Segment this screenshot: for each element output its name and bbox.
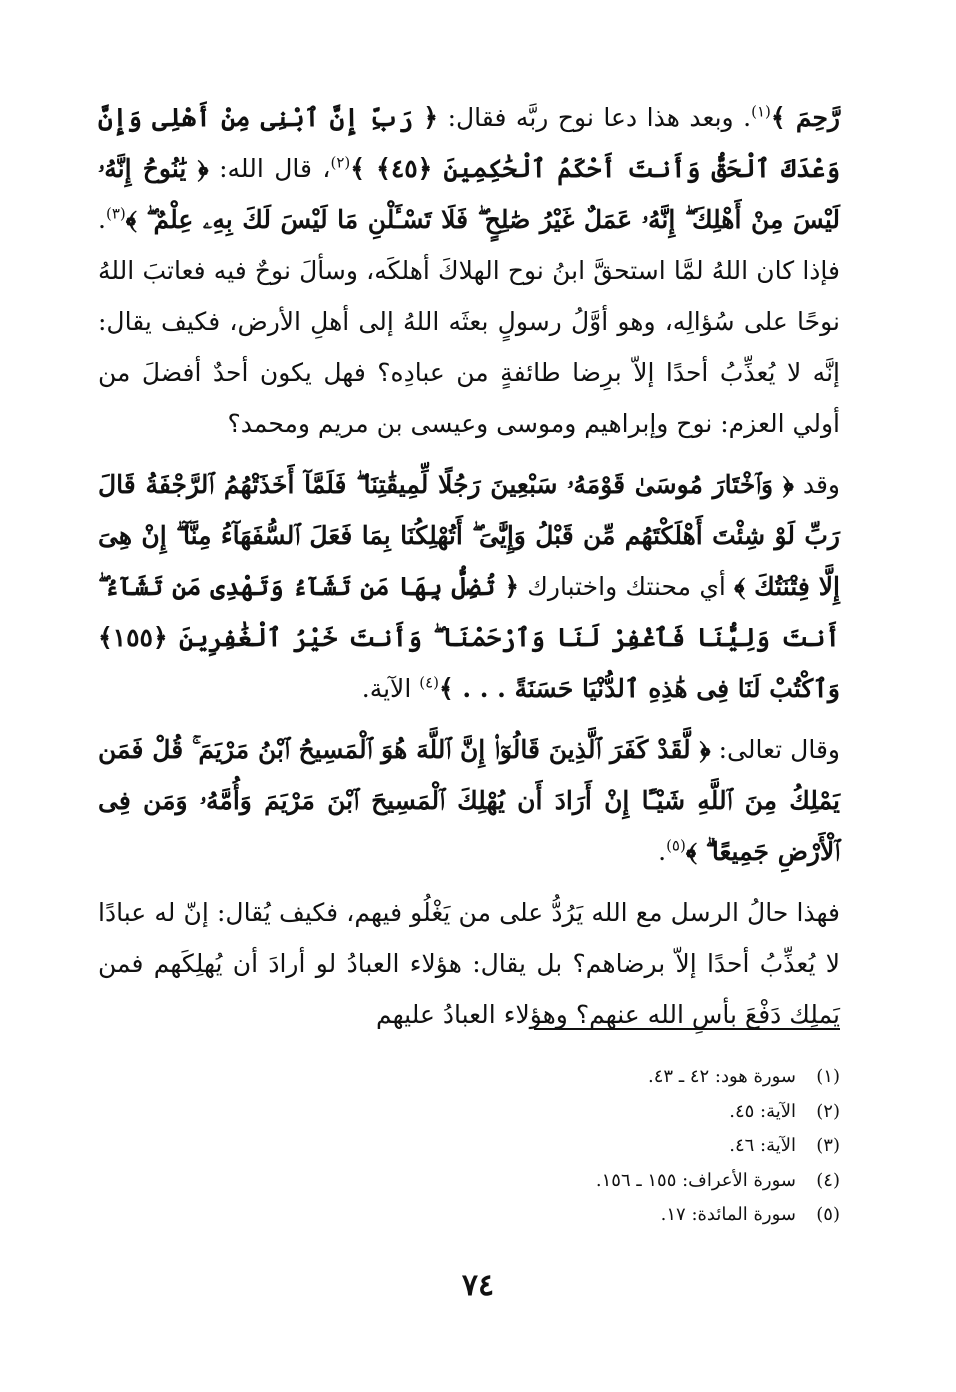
- paragraph: [98, 459, 840, 714]
- body-text: فهذا حالُ الرسل مع الله يَرُدُّ على من يَغْلُو فيهم، فكيف يُقال: إنّ له عبادًا لا يُعذِّبُ أحدًا إلاّ برضاهم؟ بل يقال: هؤلاء العبادُ لو أرادَ أن يُهلِكَهم فمن يَملِك دَفْعَ بأسِ الله عنهم؟ وهؤلاء العبادُ عليهم: [98, 898, 840, 1029]
- page-body: [98, 92, 840, 1040]
- footnote-ref: (٤): [419, 673, 439, 692]
- quran-verse: ﴿ تُضِلُّ بِهَا مَن تَشَآءُ وَتَهْدِى مَن تَشَآءُ ۖ أَنتَ وَلِيُّنَا فَٱغْفِرْ لَنَا وَٱرْحَمْنَا ۖ وَأَنتَ خَيْرُ ٱلْغَٰفِرِينَ ﴿١٥٥﴾ وَٱكْتُبْ لَنَا فِى هَٰذِهِ ٱلدُّنْيَا حَسَنَةً . . . ﴾: [98, 572, 840, 703]
- footnote-ref: (١): [751, 102, 771, 121]
- footnote-number: (٣): [816, 1135, 840, 1156]
- footnote-number: (٤): [816, 1169, 840, 1191]
- body-text: . فإذا كان اللهُ لمَّا استحقَّ ابنُ نوح الهلاكَ أهلكَه، وسألَ نوحٌ فيه فعاتبَ اللهُ نوحًا على سُؤالِه، وهو أوَّلُ رسولٍ بعثَه اللهُ إلى أهلِ الأرض، فكيف يقال: إنَّه لا يُعذِّبُ أحدًا إلاّ برِضا طائفةٍ من عبادِه؟ فهل يكون أحدٌ أفضلَ من أولي العزم: نوح وإبراهيم وموسى وعيسى بن مريم ومحمد؟: [98, 205, 840, 438]
- footnote-ref: (٢): [330, 153, 351, 172]
- body-text: وقد: [793, 470, 841, 499]
- footnote-number: (٢): [816, 1100, 840, 1122]
- footnote-ref: (٥): [666, 836, 686, 855]
- footnote: [98, 1198, 840, 1233]
- footnote-text: سورة هود: ٤٢ ـ ٤٣.: [648, 1066, 796, 1087]
- footnote-divider: [534, 1028, 840, 1030]
- body-text: أي محنتك واختبارك: [519, 572, 735, 601]
- footnote-text: سورة الأعراف: ١٥٥ ـ ١٥٦.: [595, 1169, 796, 1191]
- paragraph: [98, 724, 840, 877]
- footnote: [98, 1129, 840, 1164]
- footnote-text: الآية: ٤٥.: [729, 1100, 796, 1122]
- footnotes: [98, 1060, 840, 1233]
- body-text: .: [658, 837, 667, 866]
- body-text: وقال تعالى:: [710, 735, 840, 764]
- footnote: [98, 1164, 840, 1199]
- body-text: ، قال الله:: [208, 154, 331, 183]
- quran-verse: ﴿ رَبِّ إِنَّ ٱبْنِى مِنْ أَهْلِى وَإِنَّ وَعْدَكَ ٱلْحَقُّ وَأَنتَ أَحْكَمُ ٱلْحَٰكِمِينَ ﴿٤٥﴾ ﴾: [98, 103, 840, 183]
- paragraph: [98, 887, 840, 1040]
- quran-verse: ﴿ لَّقَدْ كَفَرَ ٱلَّذِينَ قَالُوٓا۟ إِنَّ ٱللَّهَ هُوَ ٱلْمَسِيحُ ٱبْنُ مَرْيَمَ ۚ قُلْ فَمَن يَمْلِكُ مِنَ ٱللَّهِ شَيْـًٔا إِنْ أَرَادَ أَن يُهْلِكَ ٱلْمَسِيحَ ٱبْنَ مَرْيَمَ وَأُمَّهُۥ وَمَن فِى ٱلْأَرْضِ جَمِيعًا ۗ ﴾: [98, 735, 840, 866]
- quran-verse: ﴿ يَٰنُوحُ إِنَّهُۥ لَيْسَ مِنْ أَهْلِكَ ۖ إِنَّهُۥ عَمَلٌ غَيْرُ صَٰلِحٍ ۖ فَلَا تَسْـَٔلْنِ مَا لَيْسَ لَكَ بِهِۦ عِلْمٌ ۖ ﴾: [98, 154, 840, 234]
- footnote-ref: (٣): [105, 204, 126, 223]
- footnote-number: (١): [816, 1066, 840, 1087]
- quran-verse: ﴿ وَٱخْتَارَ مُوسَىٰ قَوْمَهُۥ سَبْعِينَ رَجُلًا لِّمِيقَٰتِنَا ۖ فَلَمَّآ أَخَذَتْهُمُ ٱلرَّجْفَةُ قَالَ رَبِّ لَوْ شِئْتَ أَهْلَكْتَهُم مِّن قَبْلُ وَإِيَّٰىَ ۖ أَتُهْلِكُنَا بِمَا فَعَلَ ٱلسُّفَهَآءُ مِنَّآ ۖ إِنْ هِىَ إِلَّا فِتْنَتُكَ ﴾: [98, 470, 840, 601]
- quran-verse: رَّحِمَ ﴾: [770, 103, 840, 132]
- paragraph: [98, 92, 840, 449]
- footnote-number: (٥): [816, 1204, 840, 1225]
- footnote: [98, 1095, 840, 1130]
- footnote-text: الآية: ٤٦.: [729, 1135, 796, 1156]
- body-text: . وبعد هذا دعا نوح ربَّه فقال:: [438, 103, 752, 132]
- footnote-text: سورة المائدة: ١٧.: [660, 1204, 796, 1225]
- page-number: ٧٤: [461, 1268, 495, 1303]
- footnote: [98, 1060, 840, 1095]
- body-text: الآية.: [361, 674, 420, 703]
